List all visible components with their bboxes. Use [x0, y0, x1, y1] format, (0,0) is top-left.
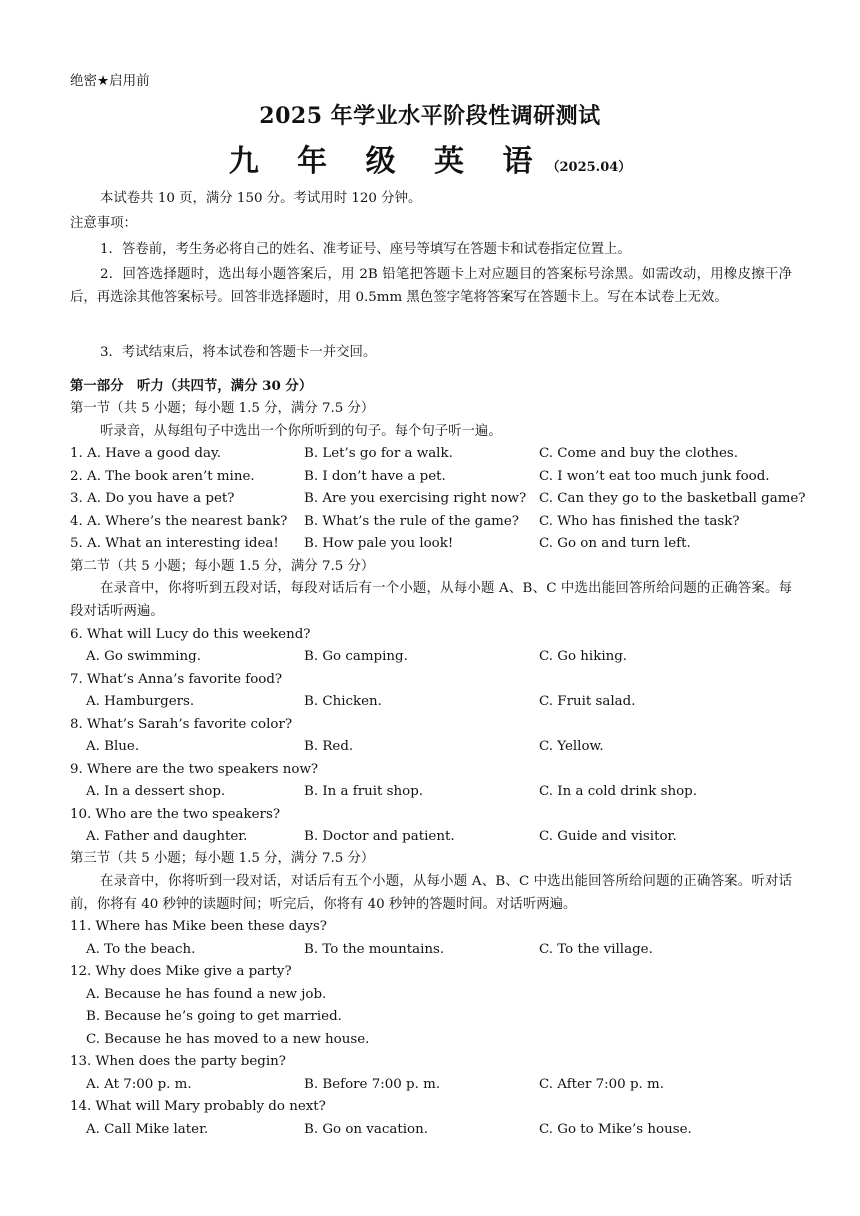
section1-instruction: 听录音，从每组句子中选出一个你所听到的句子。每个句子听一遍。	[100, 424, 502, 439]
option-b: B. Doctor and patient.	[304, 829, 455, 844]
question-text: 8. What’s Sarah’s favorite color?	[70, 717, 293, 732]
option-row	[0, 1007, 860, 1027]
question-stem	[0, 625, 860, 645]
option-row	[0, 1030, 860, 1050]
option-a: A. Call Mike later.	[86, 1122, 209, 1137]
question-text: 11. Where has Mike been these days?	[70, 919, 327, 934]
option-c: C. Who has finished the task?	[539, 514, 740, 529]
question-stem	[0, 1052, 860, 1072]
part1-title: 第一部分 听力（共四节，满分 30 分）	[70, 378, 313, 394]
option-c: C. Go on and turn left.	[539, 536, 691, 551]
subject-name: 九 年 级 英 语	[228, 144, 547, 179]
question-row	[0, 512, 860, 532]
option-a: 5. A. What an interesting idea!	[70, 536, 279, 551]
option-a: A. At 7:00 p. m.	[86, 1077, 192, 1092]
option-a: A. Hamburgers.	[86, 694, 195, 709]
option-b: B. Chicken.	[304, 694, 382, 709]
notes-title: 注意事项：	[70, 216, 137, 231]
question-stem	[0, 715, 860, 735]
section3-instruction: 在录音中，你将听到一段对话，对话后有五个小题，从每小题 A、B、C 中选出能回答所给问题的正确答案。听对话前，你将有 40 秒钟的读题时间；听完后，你将有 40 秒钟的答题时间。对话听两遍。	[70, 874, 792, 912]
note-1: 1．答卷前，考生务必将自己的姓名、准考证号、座号等填写在答题卡和试卷指定位置上。	[100, 242, 631, 257]
question-text: 14. What will Mary probably do next?	[70, 1099, 326, 1114]
question-row	[0, 827, 860, 847]
option-c: C. Go hiking.	[539, 649, 628, 664]
section2-title: 第二节（共 5 小题；每小题 1.5 分，满分 7.5 分）	[70, 559, 375, 574]
question-text: 7. What’s Anna’s favorite food?	[70, 672, 283, 687]
option-a: A. In a dessert shop.	[86, 784, 226, 799]
question-stem	[0, 962, 860, 982]
question-row	[0, 444, 860, 464]
question-row	[0, 534, 860, 554]
question-row	[0, 1120, 860, 1140]
option-a: 1. A. Have a good day.	[70, 446, 221, 461]
exam-info: 本试卷共 10 页，满分 150 分。考试用时 120 分钟。	[100, 191, 422, 206]
question-text: 12. Why does Mike give a party?	[70, 964, 292, 979]
question-row	[0, 647, 860, 667]
option-c: C. Because he has moved to a new house.	[86, 1032, 370, 1047]
question-row	[0, 489, 860, 509]
option-b: B. In a fruit shop.	[304, 784, 424, 799]
confidential-label: 绝密★启用前	[70, 73, 150, 89]
section2-instruction: 在录音中，你将听到五段对话，每段对话后有一个小题，从每小题 A、B、C 中选出能回答所给问题的正确答案。每段对话听两遍。	[70, 581, 792, 619]
option-c: C. To the village.	[539, 942, 653, 957]
question-row	[0, 467, 860, 487]
option-c: C. Yellow.	[539, 739, 604, 754]
question-row	[0, 940, 860, 960]
question-row	[0, 737, 860, 757]
note-2: 2．回答选择题时，选出每小题答案后，用 2B 铅笔把答题卡上对应题目的答案标号涂黑。如需改动，用橡皮擦干净后，再选涂其他答案标号。回答非选择题时，用 0.5mm 黑色签字笔将答案写在答题卡上。写在本试卷上无效。	[70, 267, 792, 305]
section3-title: 第三节（共 5 小题；每小题 1.5 分，满分 7.5 分）	[70, 851, 375, 866]
option-a: 4. A. Where’s the nearest bank?	[70, 514, 288, 529]
option-a: A. Go swimming.	[86, 649, 201, 664]
option-c: C. Fruit salad.	[539, 694, 636, 709]
question-stem	[0, 1097, 860, 1117]
option-a: A. Father and daughter.	[86, 829, 248, 844]
question-text: 13. When does the party begin?	[70, 1054, 286, 1069]
question-stem	[0, 670, 860, 690]
question-stem	[0, 917, 860, 937]
option-b: B. Are you exercising right now?	[304, 491, 527, 506]
option-c: C. I won’t eat too much junk food.	[539, 469, 770, 484]
section1-title: 第一节（共 5 小题；每小题 1.5 分，满分 7.5 分）	[70, 401, 375, 416]
option-b: B. Let’s go for a walk.	[304, 446, 453, 461]
option-c: C. Come and buy the clothes.	[539, 446, 739, 461]
exam-date: （2025.04）	[546, 160, 632, 175]
note-3: 3．考试结束后，将本试卷和答题卡一并交回。	[100, 345, 377, 360]
option-b: B. I don’t have a pet.	[304, 469, 446, 484]
question-row	[0, 1075, 860, 1095]
option-a: 2. A. The book aren’t mine.	[70, 469, 255, 484]
option-b: B. What’s the rule of the game?	[304, 514, 519, 529]
option-a: A. Blue.	[86, 739, 140, 754]
option-c: C. In a cold drink shop.	[539, 784, 698, 799]
option-a: 3. A. Do you have a pet?	[70, 491, 235, 506]
question-stem	[0, 805, 860, 825]
option-c: C. Guide and visitor.	[539, 829, 677, 844]
question-text: 6. What will Lucy do this weekend?	[70, 627, 311, 642]
subject-title	[0, 142, 860, 188]
option-c: C. After 7:00 p. m.	[539, 1077, 665, 1092]
option-b: B. Because he’s going to get married.	[86, 1009, 342, 1024]
question-stem	[0, 760, 860, 780]
option-b: B. To the mountains.	[304, 942, 445, 957]
option-c: C. Go to Mike’s house.	[539, 1122, 692, 1137]
option-c: C. Can they go to the basketball game?	[539, 491, 806, 506]
option-b: B. Before 7:00 p. m.	[304, 1077, 441, 1092]
option-b: B. Go on vacation.	[304, 1122, 428, 1137]
option-b: B. Red.	[304, 739, 354, 754]
question-row	[0, 782, 860, 802]
question-text: 9. Where are the two speakers now?	[70, 762, 319, 777]
option-b: B. How pale you look!	[304, 536, 454, 551]
question-row	[0, 692, 860, 712]
option-a: A. Because he has found a new job.	[86, 987, 327, 1002]
question-text: 10. Who are the two speakers?	[70, 807, 281, 822]
option-b: B. Go camping.	[304, 649, 408, 664]
option-row	[0, 985, 860, 1005]
option-a: A. To the beach.	[86, 942, 196, 957]
exam-title: 2025 年学业水平阶段性调研测试	[259, 103, 601, 129]
